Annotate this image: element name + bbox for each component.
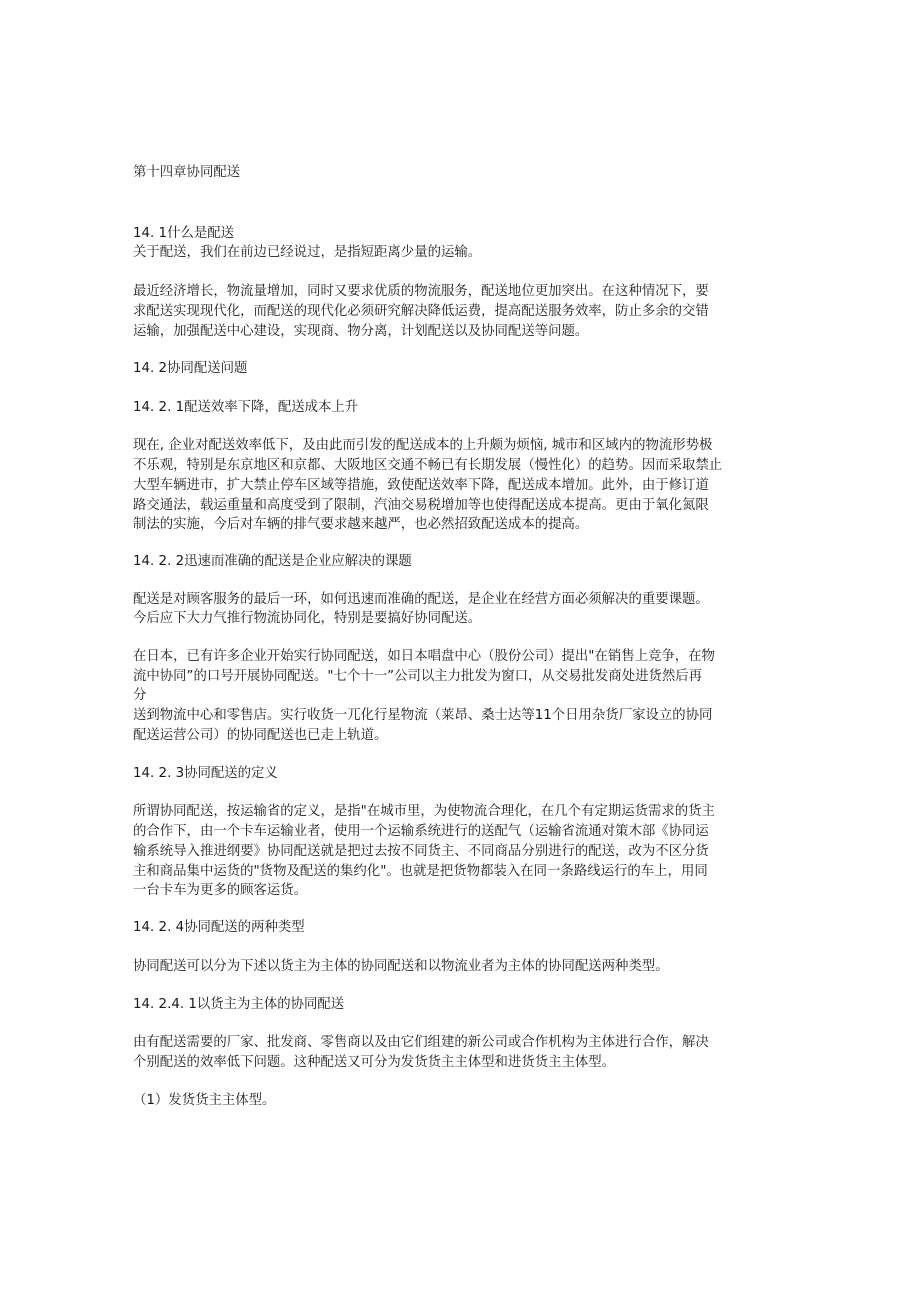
paragraph-line: 今后应下大力气推行物流协同化，特别是要搞好协同配送。 — [133, 611, 482, 626]
paragraph-line: 在日本，已有许多企业开始实行协同配送，如日本唱盘中心（股份公司）提出"在销售上竞争，在物 — [133, 649, 715, 664]
paragraph-line: 路交通法，载运重量和高度受到了限制，汽油交易税增加等也使得配送成本提高。更由于氧化氮限 — [133, 498, 709, 513]
paragraph-line: 个别配送的效率低下问题。这种配送又可分为发货货主主体型和进货货主主体型。 — [133, 1055, 616, 1070]
section-heading-14-1: 14. 1什么是配送 — [133, 226, 235, 241]
section-heading-14-2-2: 14. 2. 2迅速而准确的配送是企业应解决的课题 — [133, 554, 412, 569]
paragraph-line: 现在, 企业对配送效率低下，及由此而引发的配送成本的上升颇为烦恼, 城市和区域内的物流形势极 — [133, 438, 713, 453]
paragraph-line: 配送是对顾客服务的最后一环，如何迅速而准确的配送，是企业在经营方面必须解决的重要课题。 — [133, 592, 709, 607]
section-heading-14-2: 14. 2协同配送问题 — [133, 361, 248, 376]
paragraph-line: 送到物流中心和零售店。实行收货一兀化行星物流（莱昂、桑士达等11个日用杂货厂家设立的协同 — [133, 708, 713, 723]
paragraph-line: 协同配送可以分为下述以货主为主体的协同配送和以物流业者为主体的协同配送两种类型。 — [133, 959, 669, 974]
paragraph-line: 配送运营公司）的协同配送也已走上轨道。 — [133, 728, 388, 743]
paragraph-line: 大型车辆进市，扩大禁止停车区域等措施，致使配送效率下降，配送成本增加。此外，由于修订道 — [133, 478, 709, 493]
paragraph-line: 关于配送，我们在前边已经说过，是指短距离少量的运输。 — [133, 245, 482, 260]
paragraph-line: 流中协同”的口号开展协同配送。"七个十一”公司以主力批发为窗口，从交易批发商处进货然后再 — [133, 669, 703, 684]
paragraph-line: 求配送实现现代化，而配送的现代化必须研究解决降低运费，提高配送服务效率，防止多余的交错 — [133, 304, 709, 319]
paragraph-line: 不乐观，特别是东京地区和京都、大阪地区交通不畅已有长期发展（慢性化）的趋势。因而采取禁止 — [133, 458, 723, 473]
paragraph-line: 运输，加强配送中心建设，实现商、物分离，计划配送以及协同配送等问题。 — [133, 324, 589, 339]
section-heading-14-2-4: 14. 2. 4协同配送的两种类型 — [133, 920, 305, 935]
paragraph-line: 分 — [133, 688, 147, 703]
paragraph-line: 所谓协同配送，按运输省的定义，是指"在城市里，为使物流合理化，在几个有定期运货需求的货主 — [133, 804, 715, 819]
section-heading-14-2-1: 14. 2. 1配送效率下降，配送成本上升 — [133, 400, 359, 415]
paragraph-line: 主和商品集中运货的"货物及配送的集约化"。也就是把货物都装入在同一条路线运行的车上，用同 — [133, 864, 708, 879]
paragraph-line: 制法的实施，今后对车辆的排气要求越来越严，也必然招致配送成本的提高。 — [133, 517, 589, 532]
list-item: （1）发货货主主体型。 — [133, 1093, 276, 1108]
paragraph-line: 输系统导入推进纲要》协同配送就是把过去按不同货主、不同商品分别进行的配送，改为不区分货 — [133, 844, 709, 859]
paragraph-line: 由有配送需要的厂家、批发商、零售商以及由它们组建的新公司或合作机构为主体进行合作，解决 — [133, 1035, 709, 1050]
chapter-title: 第十四章协同配送 — [133, 165, 241, 180]
paragraph-line: 最近经济增长，物流量增加，同时又要求优质的物流服务，配送地位更加突出。在这种情况下，要 — [133, 284, 709, 299]
paragraph-line: 的合作下，由一个卡车运输业者，使用一个运输系统进行的送配气（运输省流通对策木部《协同运 — [133, 824, 709, 839]
section-heading-14-2-4-1: 14. 2.4. 1以货主为主体的协同配送 — [133, 997, 345, 1012]
paragraph-line: 一台卡车为更多的顾客运货。 — [133, 883, 308, 898]
section-heading-14-2-3: 14. 2. 3协同配送的定义 — [133, 766, 278, 781]
